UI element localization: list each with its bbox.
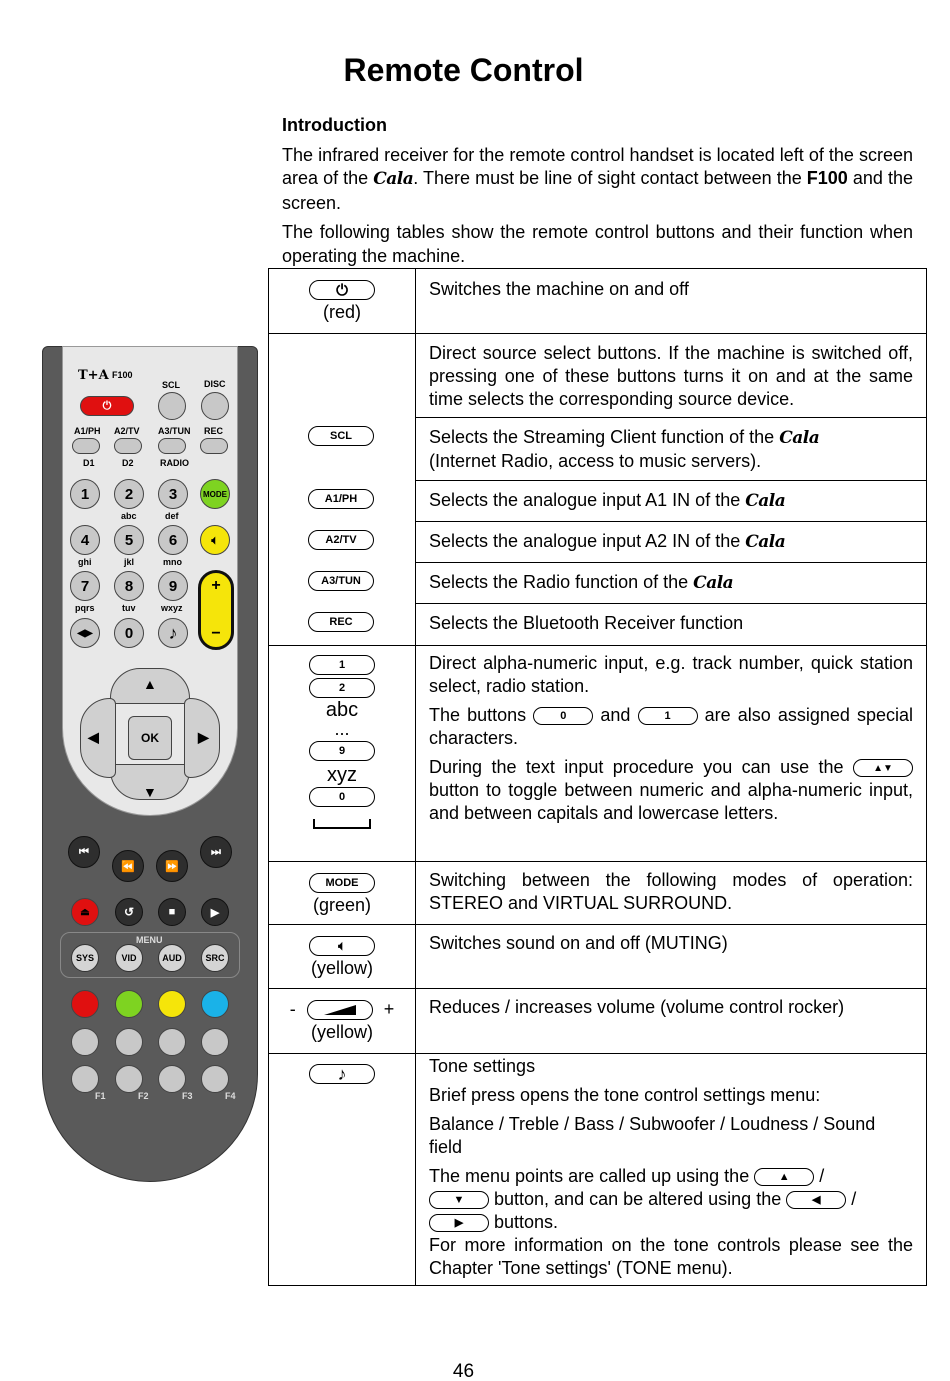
cell-button: [269, 1054, 416, 1285]
up-arrow-icon: ▲: [754, 1168, 814, 1186]
right-arrow-icon: ▶: [429, 1214, 489, 1232]
cell-function: [416, 1054, 926, 1285]
digit-6-button[interactable]: 6: [158, 525, 188, 555]
stop-button[interactable]: ■: [158, 898, 186, 926]
src-button[interactable]: SRC: [201, 944, 229, 972]
f3-button[interactable]: [158, 1065, 186, 1093]
table-row-source: [269, 333, 926, 645]
button-color: (green): [312, 895, 372, 916]
volume-plus-label: +: [383, 999, 395, 1019]
digit-4-button[interactable]: 4: [70, 525, 100, 555]
down-arrow-icon: ▼: [429, 1191, 489, 1209]
digit-1-symbol: 1: [638, 707, 698, 725]
play-pause-button[interactable]: ▶: [201, 898, 229, 926]
volume-minus-label: -: [289, 999, 296, 1019]
label-rec: REC: [204, 426, 224, 436]
function-text: button to toggle between numeric and alpha-numeric input, and between capitals and lowercase letters.: [429, 780, 913, 823]
up-down-arrow-icon: ▲▼: [853, 759, 913, 777]
power-button-symbol: ⏻: [309, 280, 375, 300]
intro-heading: Introduction: [282, 115, 387, 135]
letters-xyz: xyz: [327, 764, 357, 787]
button-color: (yellow): [310, 958, 373, 979]
skip-back-button[interactable]: ⏮: [68, 836, 100, 868]
mode-button[interactable]: MODE: [200, 479, 230, 509]
ellipsis: ...: [334, 719, 350, 740]
label-def: def: [165, 511, 179, 521]
model-label: F100: [112, 370, 133, 380]
back-button[interactable]: ↺: [115, 898, 143, 926]
brand-logo: T+A: [78, 368, 109, 383]
left-arrow-icon: ◀: [786, 1191, 846, 1209]
sys-button[interactable]: SYS: [71, 944, 99, 972]
intro-text: The infrared receiver for the remote control handset is located left of the screen area of the: [282, 144, 913, 188]
a1ph-button-symbol: A1/PH: [308, 489, 374, 509]
digit-2-button[interactable]: 2: [114, 479, 144, 509]
function-button[interactable]: [115, 1028, 143, 1056]
digit-0-symbol: 0: [309, 787, 375, 807]
cell-function: [416, 334, 926, 645]
label-a2tv: A2/TV: [114, 426, 140, 436]
tone-button[interactable]: ♪: [158, 618, 188, 648]
function-text: [429, 756, 913, 825]
scl-function: [416, 417, 926, 480]
digit-1-button[interactable]: 1: [70, 479, 100, 509]
function-text: Brief press opens the tone control settings menu:: [429, 1085, 821, 1105]
record-button[interactable]: ⏏: [71, 898, 99, 926]
digit-5-button[interactable]: 5: [114, 525, 144, 555]
intro-paragraph-2: The following tables show the remote control buttons and their function when operating the machine.: [282, 222, 913, 266]
volume-minus-icon: −: [211, 625, 221, 642]
cell-button: [269, 269, 416, 333]
digit-7-button[interactable]: 7: [70, 571, 100, 601]
label-d1: D1: [83, 458, 95, 468]
cell-button: [269, 334, 416, 645]
function-button[interactable]: [158, 1028, 186, 1056]
table-row-mute: [269, 924, 926, 988]
volume-rocker[interactable]: [198, 570, 234, 650]
left-arrow-icon: ◀: [88, 729, 99, 745]
disc-button[interactable]: [201, 392, 229, 420]
function-text: For more information on the tone controls please see the Chapter 'Tone settings' (TONE menu).: [429, 1235, 913, 1278]
digit-9-symbol: 9: [309, 741, 375, 761]
label-d2: D2: [122, 458, 134, 468]
button-function-table: [268, 268, 927, 1286]
blue-button[interactable]: [201, 990, 229, 1018]
right-arrow-icon: ▶: [198, 729, 209, 745]
mode-button-symbol: MODE: [309, 873, 375, 893]
rec-function: Selects the Bluetooth Receiver function: [416, 603, 926, 644]
digit-0-button[interactable]: 0: [114, 618, 144, 648]
yellow-button[interactable]: [158, 990, 186, 1018]
cell-function: [416, 646, 926, 861]
table-row-power: [269, 269, 926, 333]
label-a3tun: A3/TUN: [158, 426, 191, 436]
volume-wedge-icon: [307, 1000, 373, 1020]
introduction: [282, 114, 913, 274]
space-symbol: [269, 813, 415, 833]
button-color: (yellow): [310, 1022, 373, 1043]
function-text: [429, 704, 913, 750]
green-button[interactable]: [115, 990, 143, 1018]
digit-2-symbol: 2: [309, 678, 375, 698]
cala-logo: Cala: [779, 428, 820, 448]
f1-button[interactable]: [71, 1065, 99, 1093]
slash: /: [819, 1166, 825, 1186]
label-f4: F4: [225, 1091, 236, 1101]
page-number: 46: [452, 1361, 475, 1381]
cell-button: [269, 989, 416, 1053]
left-right-button[interactable]: ◀▶: [70, 618, 100, 648]
skip-forward-button[interactable]: ⏭: [200, 836, 232, 868]
cell-button: [269, 925, 416, 988]
digit-9-button[interactable]: 9: [158, 571, 188, 601]
label-disc: DISC: [204, 379, 226, 389]
model-name: F100: [806, 168, 848, 188]
up-arrow-icon: ▲: [143, 676, 157, 692]
rec-button-symbol: REC: [308, 612, 374, 632]
label-pqrs: pqrs: [75, 603, 95, 613]
digit-3-button[interactable]: 3: [158, 479, 188, 509]
intro-text: and the screen.: [282, 168, 913, 213]
label-jkl: jkl: [124, 557, 135, 567]
a3tun-button-symbol: A3/TUN: [308, 571, 374, 591]
function-text: Balance / Treble / Bass / Subwoofer / Loudness / Sound field: [429, 1114, 876, 1157]
page-title: Remote Control: [343, 52, 584, 88]
intro-text: . There must be line of sight contact between the: [413, 168, 807, 188]
function-text: During the text input procedure you can use the: [429, 757, 853, 777]
label-wxyz: wxyz: [161, 603, 183, 613]
button-color: (red): [322, 302, 361, 323]
cala-logo: Cala: [373, 169, 414, 189]
function-text: Selects the Radio function of the: [429, 572, 694, 592]
music-note-icon: ♪: [309, 1064, 375, 1084]
cell-function: Reduces / increases volume (volume control rocker): [429, 997, 845, 1017]
function-text: Tone settings: [429, 1056, 536, 1076]
function-text: Direct alpha-numeric input, e.g. track number, quick station select, radio station.: [429, 653, 913, 696]
a2tv-button-symbol: A2/TV: [308, 530, 374, 550]
mute-speaker-icon: 🔈︎: [309, 936, 375, 956]
digit-8-button[interactable]: 8: [114, 571, 144, 601]
cell-function: Switching between the following modes of operation: STEREO and VIRTUAL SURROUND.: [429, 870, 913, 913]
label-mno: mno: [163, 557, 182, 567]
label-scl: SCL: [162, 380, 180, 390]
function-text: Selects the Streaming Client function of the: [429, 427, 780, 447]
label-a1ph: A1/PH: [74, 426, 101, 436]
cell-button: [269, 862, 416, 924]
function-text: (Internet Radio, access to music servers).: [429, 451, 762, 471]
function-text: The menu points are called up using the: [429, 1166, 755, 1186]
label-tuv: tuv: [122, 603, 136, 613]
cala-logo: Cala: [745, 532, 786, 552]
a1ph-button[interactable]: [72, 438, 100, 454]
function-button[interactable]: [71, 1028, 99, 1056]
a3-function: [416, 562, 926, 603]
a1-function: [416, 480, 926, 521]
table-row-mode: [269, 861, 926, 924]
intro-paragraph-1: [282, 144, 913, 216]
a2tv-button[interactable]: [114, 438, 142, 454]
digit-0-symbol: 0: [533, 707, 593, 725]
volume-plus-icon: +: [211, 577, 221, 594]
letters-abc: abc: [325, 699, 359, 722]
function-text: [429, 1165, 913, 1234]
function-text: Selects the analogue input A1 IN of the: [429, 490, 746, 510]
rewind-button[interactable]: ⏪: [112, 850, 144, 882]
cala-logo: Cala: [693, 573, 734, 593]
cell-function: Switches the machine on and off: [429, 279, 689, 299]
digit-1-symbol: 1: [309, 655, 375, 675]
function-text: button, and can be altered using the: [489, 1189, 787, 1209]
remote-control-illustration: [42, 346, 258, 1182]
ok-button[interactable]: OK: [128, 716, 172, 760]
label-menu: MENU: [136, 935, 163, 945]
cell-function: Switches sound on and off (MUTING): [429, 933, 728, 953]
rec-button[interactable]: [200, 438, 228, 454]
source-intro: Direct source select buttons. If the machine is switched off, pressing one of these buttons turns it on and at the same time selects the corresponding source device.: [429, 343, 913, 409]
scl-button-symbol: SCL: [308, 426, 374, 446]
vid-button[interactable]: VID: [115, 944, 143, 972]
table-row-volume: [269, 988, 926, 1053]
red-button[interactable]: [71, 990, 99, 1018]
fast-forward-button[interactable]: ⏩: [156, 850, 188, 882]
function-text: Selects the analogue input A2 IN of the: [429, 531, 746, 551]
f4-button[interactable]: [201, 1065, 229, 1093]
aud-button[interactable]: AUD: [158, 944, 186, 972]
f2-button[interactable]: [115, 1065, 143, 1093]
mute-button[interactable]: 🔈︎: [200, 525, 230, 555]
down-arrow-icon: ▼: [143, 784, 157, 800]
table-row-tone: [269, 1053, 926, 1285]
a2-function: [416, 521, 926, 562]
function-button[interactable]: [201, 1028, 229, 1056]
label-radio: RADIO: [160, 458, 189, 468]
scl-button[interactable]: [158, 392, 186, 420]
label-f2: F2: [138, 1091, 149, 1101]
function-text: are also assigned special characters.: [429, 705, 913, 748]
label-ghi: ghi: [78, 557, 92, 567]
a3tun-button[interactable]: [158, 438, 186, 454]
label-abc: abc: [121, 511, 137, 521]
slash: /: [851, 1189, 857, 1209]
label-f1: F1: [95, 1091, 106, 1101]
label-f3: F3: [182, 1091, 193, 1101]
function-text: The buttons: [429, 705, 534, 725]
power-button[interactable]: ⏻: [80, 396, 134, 416]
cala-logo: Cala: [745, 491, 786, 511]
cell-button: [269, 646, 416, 861]
function-text: and: [593, 705, 638, 725]
table-row-numeric: [269, 645, 926, 861]
function-text: buttons.: [489, 1212, 559, 1232]
